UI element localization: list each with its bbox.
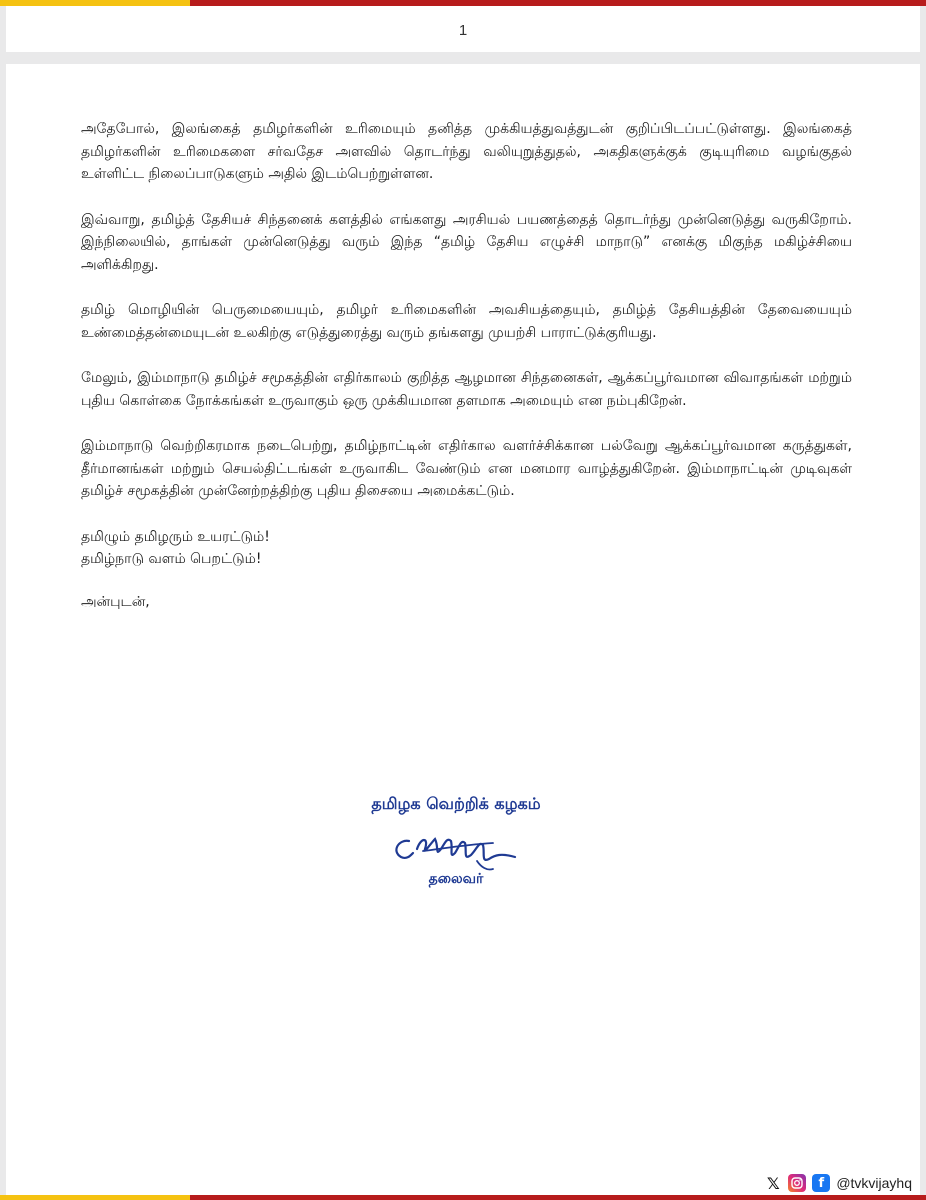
bottom-bar-yellow-segment bbox=[0, 1195, 190, 1200]
letter-paragraph-1: அதேபோல், இலங்கைத் தமிழர்களின் உரிமையும் தனித்த முக்கியத்துவத்துடன் குறிப்பிடப்பட்டுள்ளது. இலங்கைத் தமிழர்களின் உரிமைகளை சர்வதேச அளவில் தொடர்ந்து வலியுறுத்துதல், அகதிகளுக்குக் குடியுரிமை வழங்குதல் உள்ளிட்ட நிலைப்பாடுகளும் அதில் இடம்பெற்றுள்ளன. bbox=[81, 121, 852, 182]
signatory-title: தலைவர் bbox=[428, 871, 484, 887]
page-header bbox=[6, 6, 920, 52]
greeting: அன்புடன், bbox=[81, 593, 150, 610]
letter-paragraph-3: தமிழ் மொழியின் பெருமையையும், தமிழர் உரிமைகளின் அவசியத்தையும், தமிழ்த் தேசியத்தின் தேவையையும் உண்மைத்தன்மையுடன் உலகிற்கு எடுத்துரைத்து வரும் தங்களது முயற்சி பாராட்டுக்குரியது. bbox=[81, 302, 852, 341]
letter-paragraph-2: இவ்வாறு, தமிழ்த் தேசியச் சிந்தனைக் களத்தில் எங்களது அரசியல் பயணத்தைத் தொடர்ந்து முன்னெடுத்து வருகிறோம். இந்நிலையில், தாங்கள் முன்னெடுத்து வரும் இந்த “தமிழ் தேசிய எழுச்சி மாநாடு” எனக்கு மிகுந்த மகிழ்ச்சியை அளிக்கிறது. bbox=[81, 211, 852, 273]
letter-paragraph-5: இம்மாநாடு வெற்றிகரமாக நடைபெற்று, தமிழ்நாட்டின் எதிர்கால வளர்ச்சிக்கான பல்வேறு ஆக்கப்பூர்வமான கருத்துகள், தீர்மானங்கள் மற்றும் செயல்திட்டங்கள் உருவாகிட வேண்டும் என மனமார வாழ்த்துகிறேன். இம்மாநாட்டின் முடிவுகள் தமிழ்ச் சமூகத்தின் முன்னேற்றத்திற்கு புதிய திசையை அமைக்கட்டும். bbox=[81, 438, 852, 499]
closing-line-1: தமிழும் தமிழரும் உயரட்டும்! bbox=[81, 528, 270, 545]
footer-social bbox=[764, 1174, 912, 1192]
letter-body bbox=[81, 118, 852, 613]
bottom-color-bar bbox=[0, 1195, 926, 1200]
page-number: 1 bbox=[458, 21, 468, 39]
letter-sheet bbox=[6, 64, 920, 1200]
signature-image bbox=[381, 819, 531, 877]
x-icon[interactable]: 𝕏 bbox=[766, 1173, 780, 1193]
organization-name: தமிழக வெற்றிக் கழகம் bbox=[371, 794, 541, 813]
signature-block bbox=[306, 794, 606, 889]
bottom-bar-red-segment bbox=[190, 1195, 926, 1200]
letter-paragraph-4: மேலும், இம்மாநாடு தமிழ்ச் சமூகத்தின் எதிர்காலம் குறித்த ஆழமான சிந்தனைகள், ஆக்கப்பூர்வமான விவாதங்கள் மற்றும் புதிய கொள்கை நோக்கங்கள் உருவாகும் ஒரு முக்கியமான தளமாக அமையும் என நம்புகிறேன். bbox=[81, 370, 852, 409]
social-handle[interactable]: @tvkvijayhq bbox=[836, 1175, 912, 1191]
facebook-icon[interactable]: f bbox=[812, 1174, 830, 1192]
closing-line-2: தமிழ்நாடு வளம் பெறட்டும்! bbox=[81, 551, 262, 567]
instagram-icon[interactable] bbox=[788, 1174, 806, 1192]
